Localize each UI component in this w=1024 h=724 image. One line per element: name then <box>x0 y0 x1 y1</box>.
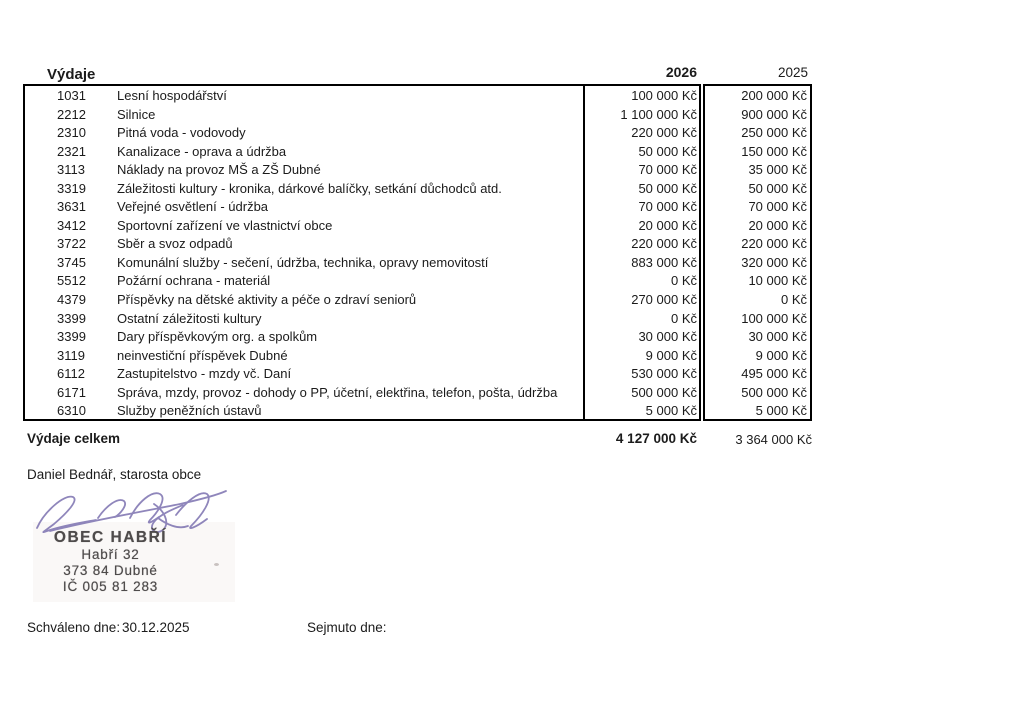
row-amount-2026: 9 000 Kč <box>645 347 697 363</box>
table-row <box>0 384 1024 403</box>
stamp-city-line: 373 84 Dubné <box>63 563 158 578</box>
row-amount-2025: 320 000 Kč <box>741 254 807 270</box>
table-row <box>0 124 1024 143</box>
table-row <box>0 143 1024 162</box>
total-amount-2025: 3 364 000 Kč <box>735 432 812 447</box>
table-row <box>0 235 1024 254</box>
row-description: Ostatní záležitosti kultury <box>117 310 262 326</box>
row-code: 1031 <box>57 88 86 103</box>
row-amount-2026: 883 000 Kč <box>631 254 697 270</box>
table-row <box>0 180 1024 199</box>
row-amount-2025: 9 000 Kč <box>755 347 807 363</box>
page-title: Výdaje <box>47 66 96 83</box>
row-amount-2025: 500 000 Kč <box>741 384 807 400</box>
row-code: 3412 <box>57 217 86 233</box>
total-amount-2026: 4 127 000 Kč <box>615 431 697 446</box>
row-description: Veřejné osvětlení - údržba <box>117 199 269 215</box>
row-amount-2025: 150 000 Kč <box>741 143 807 159</box>
table-row <box>0 328 1024 347</box>
row-description: Náklady na provoz MŠ a ZŠ Dubné <box>117 162 321 178</box>
municipal-stamp <box>28 528 193 595</box>
row-description: Komunální služby - sečení, údržba, technika, opravy nemovitostí <box>117 254 489 270</box>
table-row <box>0 365 1024 384</box>
row-amount-2026: 5 000 Kč <box>645 403 697 419</box>
row-amount-2025: 70 000 Kč <box>748 199 807 215</box>
row-amount-2026: 70 000 Kč <box>638 162 697 178</box>
row-code: 3399 <box>57 310 86 326</box>
row-amount-2025: 0 Kč <box>780 292 807 308</box>
approved-date-value: 30.12.2025 <box>122 620 190 635</box>
row-code: 2310 <box>57 125 86 141</box>
row-description: Příspěvky na dětské aktivity a péče o zdraví seniorů <box>117 292 417 308</box>
row-amount-2026: 30 000 Kč <box>638 329 697 345</box>
table-row <box>0 272 1024 291</box>
row-code: 3119 <box>57 347 85 363</box>
row-description: Kanalizace - oprava a údržba <box>117 143 287 159</box>
row-amount-2026: 20 000 Kč <box>638 217 697 233</box>
row-description: Zastupitelstvo - mzdy vč. Daní <box>117 366 292 382</box>
row-amount-2026: 50 000 Kč <box>638 143 697 159</box>
stamp-ic-line: IČ 005 81 283 <box>62 579 159 594</box>
row-amount-2025: 30 000 Kč <box>748 329 807 345</box>
table-row <box>0 217 1024 236</box>
row-description: Pitná voda - vodovody <box>117 125 246 141</box>
row-description: Sběr a svoz odpadů <box>117 236 233 252</box>
column-header-2025: 2025 <box>777 65 808 80</box>
row-amount-2025: 100 000 Kč <box>741 310 807 326</box>
table-row <box>0 254 1024 273</box>
row-amount-2025: 900 000 Kč <box>741 106 807 122</box>
row-amount-2025: 10 000 Kč <box>748 273 807 289</box>
row-description: Silnice <box>117 106 156 122</box>
stamp-municipality-name: OBEC HABŘÍ <box>53 529 168 546</box>
total-label: Výdaje celkem <box>27 431 121 446</box>
table-row <box>0 106 1024 125</box>
row-code: 3631 <box>57 199 86 215</box>
signatory-name: Daniel Bednář, starosta obce <box>27 467 202 482</box>
row-amount-2026: 0 Kč <box>670 273 697 289</box>
row-code: 6112 <box>57 366 85 382</box>
row-amount-2026: 50 000 Kč <box>638 180 697 196</box>
table-row <box>0 402 1024 421</box>
row-description: Lesní hospodářství <box>117 88 227 103</box>
row-description: Požární ochrana - materiál <box>117 273 271 289</box>
approved-date-label: Schváleno dne: <box>27 620 121 635</box>
row-amount-2026: 270 000 Kč <box>631 292 697 308</box>
table-row <box>0 87 1024 106</box>
row-amount-2025: 35 000 Kč <box>748 162 807 178</box>
row-description: Správa, mzdy, provoz - dohody o PP, účetní, elektřina, telefon, pošta, údržba <box>117 384 558 400</box>
row-amount-2026: 70 000 Kč <box>638 199 697 215</box>
table-row <box>0 347 1024 366</box>
row-amount-2025: 250 000 Kč <box>741 125 807 141</box>
row-amount-2025: 20 000 Kč <box>748 217 807 233</box>
row-amount-2026: 500 000 Kč <box>631 384 697 400</box>
row-code: 3399 <box>57 329 86 345</box>
row-amount-2025: 5 000 Kč <box>755 403 807 419</box>
table-row <box>0 161 1024 180</box>
row-amount-2025: 495 000 Kč <box>741 366 807 382</box>
row-amount-2026: 100 000 Kč <box>631 88 697 103</box>
row-amount-2026: 220 000 Kč <box>631 125 697 141</box>
row-amount-2026: 0 Kč <box>670 310 697 326</box>
column-header-2026: 2026 <box>665 64 697 80</box>
row-code: 6171 <box>57 384 86 400</box>
row-code: 6310 <box>57 403 86 419</box>
row-amount-2025: 50 000 Kč <box>748 180 807 196</box>
row-amount-2025: 200 000 Kč <box>741 88 807 103</box>
row-description: neinvestiční příspěvek Dubné <box>117 347 288 363</box>
row-description: Záležitosti kultury - kronika, dárkové balíčky, setkání důchodců atd. <box>117 180 502 196</box>
table-row <box>0 198 1024 217</box>
expenses-table-rows <box>0 87 1024 421</box>
row-code: 3319 <box>57 180 86 196</box>
row-code: 2321 <box>57 143 86 159</box>
row-amount-2026: 220 000 Kč <box>631 236 697 252</box>
row-description: Dary příspěvkovým org. a spolkům <box>117 329 318 345</box>
stamp-address-line: Habří 32 <box>81 547 140 562</box>
row-code: 2212 <box>57 106 86 122</box>
row-amount-2025: 220 000 Kč <box>741 236 807 252</box>
row-code: 3722 <box>57 236 86 252</box>
row-code: 3745 <box>57 254 86 270</box>
row-code: 4379 <box>57 292 86 308</box>
row-code: 5512 <box>57 273 86 289</box>
row-description: Sportovní zařízení ve vlastnictví obce <box>117 217 333 233</box>
row-amount-2026: 530 000 Kč <box>631 366 697 382</box>
row-code: 3113 <box>57 162 85 178</box>
row-description: Služby peněžních ústavů <box>117 403 262 419</box>
table-row <box>0 291 1024 310</box>
table-row <box>0 310 1024 329</box>
removed-date-label: Sejmuto dne: <box>307 620 387 635</box>
row-amount-2026: 1 100 000 Kč <box>620 106 697 122</box>
scan-artifact-dot <box>214 563 219 566</box>
